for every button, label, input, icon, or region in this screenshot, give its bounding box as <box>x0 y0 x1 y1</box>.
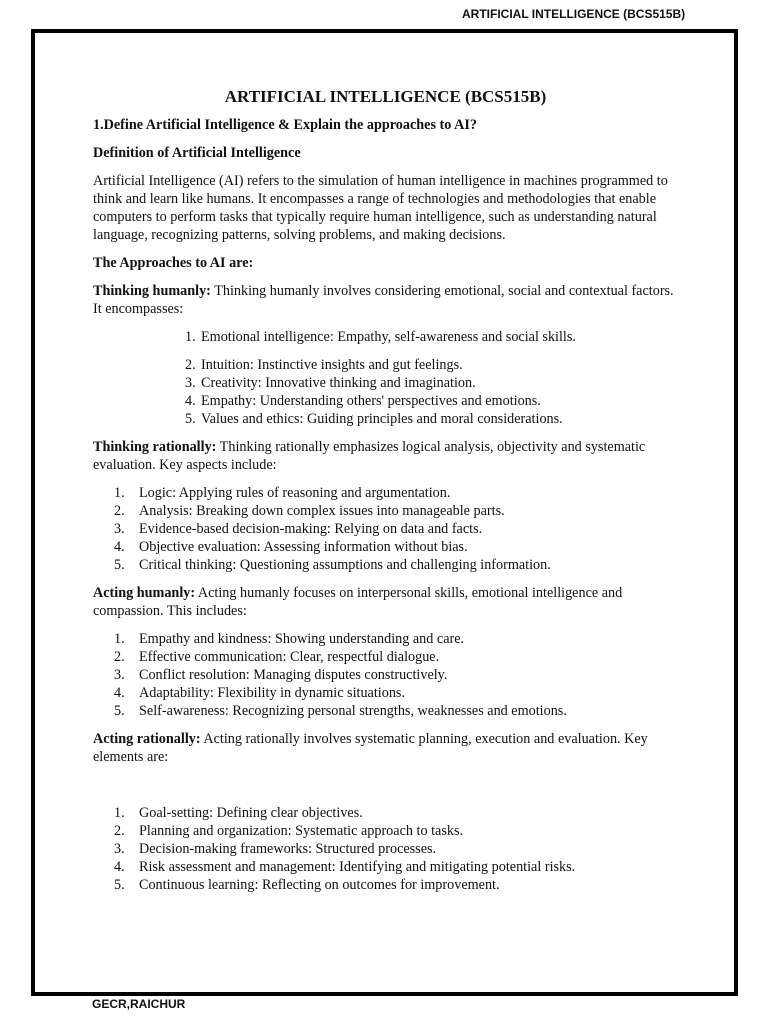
list-item-text: Objective evaluation: Assessing information without bias. <box>139 539 468 555</box>
list-number: 5. <box>114 557 125 573</box>
list-number: 3. <box>114 521 125 537</box>
running-header: ARTIFICIAL INTELLIGENCE (BCS515B) <box>462 7 686 21</box>
definition-paragraph: Artificial Intelligence (AI) refers to the simulation of human intelligence in machines programmed to think and learn like humans. It encompasses a range of technologies and methodologies that enable computers to perform tasks that typically require human intelligence, such as understanding natural language, recognizing patterns, solving problems, and making decisions. <box>93 173 668 243</box>
document-body <box>93 86 678 904</box>
list-item-text: Creativity: Innovative thinking and imagination. <box>201 375 476 391</box>
list-number: 4. <box>114 685 125 701</box>
thinking-rationally-text: Thinking rationally emphasizes logical analysis, objectivity and systematic evaluation. Key aspects include: <box>93 439 646 473</box>
list-item-text: Adaptability: Flexibility in dynamic situations. <box>139 685 405 701</box>
list-number: 5. <box>114 703 125 719</box>
list-item <box>93 822 678 840</box>
list-item-text: Decision-making frameworks: Structured processes. <box>139 841 437 857</box>
list-number: 2. <box>114 503 125 519</box>
list-item <box>93 684 678 702</box>
acting-rationally-list <box>93 804 678 894</box>
list-number: 4. <box>114 539 125 555</box>
list-item <box>93 356 678 374</box>
spacer <box>93 776 678 804</box>
list-item <box>93 804 678 822</box>
document-title: ARTIFICIAL INTELLIGENCE (BCS515B) <box>224 87 547 106</box>
list-item <box>93 374 678 392</box>
list-item-text: Effective communication: Clear, respectful dialogue. <box>139 649 440 665</box>
list-item <box>93 630 678 648</box>
list-number: 5. <box>114 877 125 893</box>
list-item-text: Empathy: Understanding others' perspectives and emotions. <box>201 393 541 409</box>
list-item <box>93 538 678 556</box>
list-number: 1. <box>185 329 196 345</box>
list-item <box>93 876 678 894</box>
list-item-text: Continuous learning: Reflecting on outcomes for improvement. <box>139 877 500 893</box>
list-item <box>93 666 678 684</box>
thinking-rationally-lead: Thinking rationally: <box>93 439 217 455</box>
list-item <box>93 840 678 858</box>
list-item-text: Evidence-based decision-making: Relying on data and facts. <box>139 521 483 537</box>
list-number: 3. <box>185 375 196 391</box>
list-item <box>93 858 678 876</box>
list-number: 5. <box>185 411 196 427</box>
list-number: 4. <box>114 859 125 875</box>
list-number: 3. <box>114 667 125 683</box>
list-item <box>93 410 678 428</box>
list-item <box>93 392 678 410</box>
list-item <box>93 484 678 502</box>
list-item-text: Planning and organization: Systematic approach to tasks. <box>139 823 464 839</box>
list-number: 1. <box>114 805 125 821</box>
list-item <box>93 328 678 346</box>
thinking-rationally-paragraph <box>93 438 678 474</box>
list-item <box>93 702 678 720</box>
list-number: 4. <box>185 393 196 409</box>
acting-rationally-lead: Acting rationally: <box>93 731 201 747</box>
list-item-text: Goal-setting: Defining clear objectives. <box>139 805 363 821</box>
list-item-text: Analysis: Breaking down complex issues into manageable parts. <box>139 503 505 519</box>
approaches-heading: The Approaches to AI are: <box>93 255 254 271</box>
thinking-humanly-first-list <box>93 328 678 346</box>
definition-heading: Definition of Artificial Intelligence <box>93 145 301 161</box>
list-item-text: Values and ethics: Guiding principles and moral considerations. <box>201 411 563 427</box>
acting-rationally-text: Acting rationally involves systematic planning, execution and evaluation. Key elements are: <box>93 731 648 765</box>
thinking-humanly-list <box>93 356 678 428</box>
list-item-text: Self-awareness: Recognizing personal strengths, weaknesses and emotions. <box>139 703 567 719</box>
list-item-text: Emotional intelligence: Empathy, self-awareness and social skills. <box>201 329 576 345</box>
list-number: 3. <box>114 841 125 857</box>
list-item-text: Logic: Applying rules of reasoning and argumentation. <box>139 485 451 501</box>
list-number: 1. <box>114 485 125 501</box>
list-number: 2. <box>114 649 125 665</box>
acting-humanly-list <box>93 630 678 720</box>
acting-humanly-lead: Acting humanly: <box>93 585 196 601</box>
acting-rationally-paragraph <box>93 730 678 766</box>
thinking-humanly-lead: Thinking humanly: <box>93 283 211 299</box>
thinking-humanly-paragraph <box>93 282 678 318</box>
running-footer: GECR,RAICHUR <box>92 997 186 1011</box>
acting-humanly-paragraph <box>93 584 678 620</box>
list-item-text: Empathy and kindness: Showing understanding and care. <box>139 631 465 647</box>
list-item <box>93 502 678 520</box>
list-number: 2. <box>185 357 196 373</box>
list-item-text: Intuition: Instinctive insights and gut feelings. <box>201 357 463 373</box>
thinking-rationally-list <box>93 484 678 574</box>
thinking-humanly-text: Thinking humanly involves considering emotional, social and contextual factors. It encompasses: <box>93 283 674 317</box>
list-item <box>93 648 678 666</box>
list-item <box>93 556 678 574</box>
list-item <box>93 520 678 538</box>
list-item-text: Conflict resolution: Managing disputes constructively. <box>139 667 448 683</box>
list-number: 1. <box>114 631 125 647</box>
list-item-text: Risk assessment and management: Identifying and mitigating potential risks. <box>139 859 576 875</box>
page-border-rule <box>31 992 738 993</box>
question-heading: 1.Define Artificial Intelligence & Explain the approaches to AI? <box>93 117 477 133</box>
list-number: 2. <box>114 823 125 839</box>
acting-humanly-text: Acting humanly focuses on interpersonal skills, emotional intelligence and compassion. This includes: <box>93 585 623 619</box>
list-item-text: Critical thinking: Questioning assumptions and challenging information. <box>139 557 551 573</box>
